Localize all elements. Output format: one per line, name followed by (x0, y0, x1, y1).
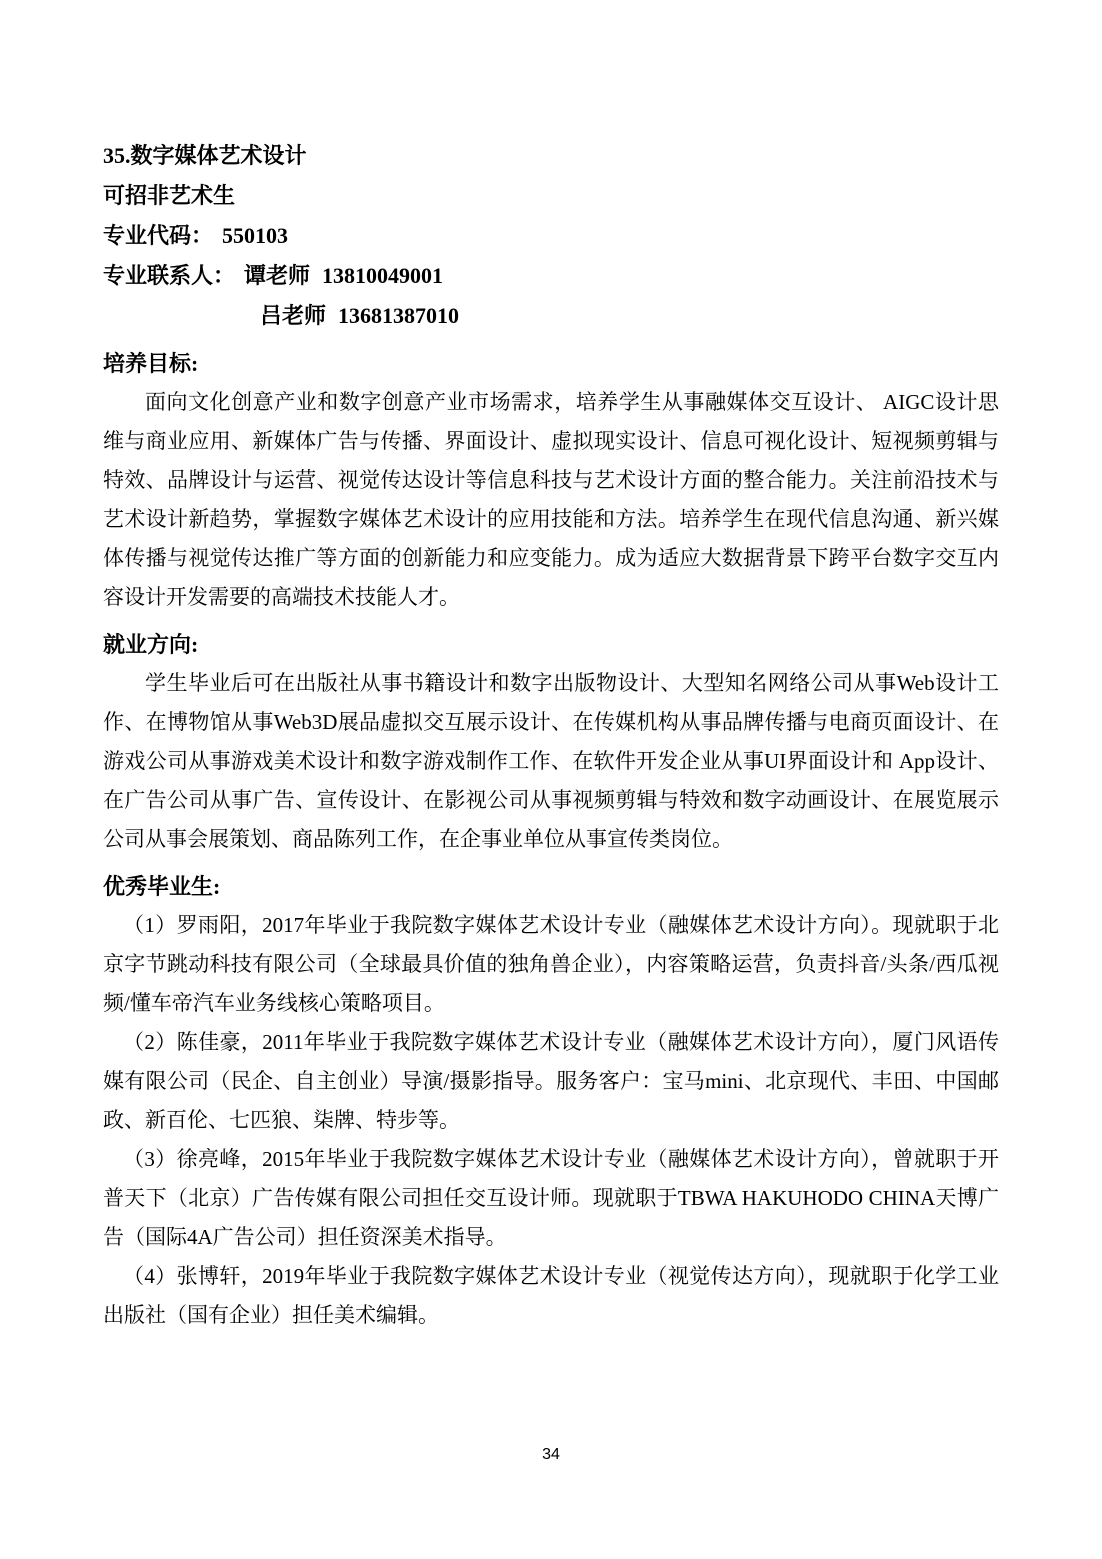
major-code-value: 550103 (222, 223, 289, 248)
section-heading-outstanding-graduates: 优秀毕业生: (103, 874, 221, 899)
graduate-item: （4）张博轩，2019年毕业于我院数字媒体艺术设计专业（视觉传达方向），现就职于化学工业出版社（国有企业）担任美术编辑。 (103, 1264, 999, 1327)
contact-line-2 (103, 296, 999, 336)
major-title: 35.数字媒体艺术设计 (103, 143, 307, 168)
page-number: 34 (542, 1446, 560, 1463)
section-heading-career-direction: 就业方向: (103, 632, 199, 657)
section-heading-training-goal: 培养目标: (103, 351, 199, 376)
contact-1-name: 谭老师 (244, 263, 311, 288)
graduate-item: （2）陈佳豪，2011年毕业于我院数字媒体艺术设计专业（融媒体艺术设计方向），厦门风语传媒有限公司（民企、自主创业）导演/摄影指导。服务客户：宝马mini、北京现代、丰田、中国邮政、新百伦、七匹狼、柒牌、特步等。 (103, 1030, 999, 1132)
graduate-item: （1）罗雨阳，2017年毕业于我院数字媒体艺术设计专业（融媒体艺术设计方向）。现就职于北京字节跳动科技有限公司（全球最具价值的独角兽企业），内容策略运营，负责抖音/头条/西瓜视频/懂车帝汽车业务线核心策略项目。 (103, 913, 999, 1015)
section-career-direction (103, 625, 999, 859)
contact-2-name: 吕老师 (260, 303, 327, 328)
contact-line-1 (103, 256, 999, 296)
section-training-goal (103, 344, 999, 617)
admission-note: 可招非艺术生 (103, 183, 236, 208)
major-code-label: 专业代码： (103, 223, 214, 248)
contact-2-phone: 13681387010 (338, 303, 460, 328)
contact-1-phone: 13810049001 (322, 263, 444, 288)
contact-label: 专业联系人： (103, 263, 236, 288)
paragraph: 学生毕业后可在出版社从事书籍设计和数字出版物设计、大型知名网络公司从事Web设计工作、在博物馆从事Web3D展品虚拟交互展示设计、在传媒机构从事品牌传播与电商页面设计、在游戏公司从事游戏美术设计和数字游戏制作工作、在软件开发企业从事UI界面设计和 App设计、在广告公司从事广告、宣传设计、在影视公司从事视频剪辑与特效和数字动画设计、在展览展示公司从事会展策划、商品陈列工作，在企事业单位从事宣传类岗位。 (103, 671, 999, 851)
section-outstanding-graduates (103, 867, 999, 1335)
major-code-line (103, 216, 999, 256)
document-content (103, 136, 999, 1335)
graduate-item: （3）徐亮峰，2015年毕业于我院数字媒体艺术设计专业（融媒体艺术设计方向），曾就职于开普天下（北京）广告传媒有限公司担任交互设计师。现就职于TBWA HAKUHODO CHINA天博广告（国际4A广告公司）担任资深美术指导。 (103, 1147, 999, 1249)
paragraph: 面向文化创意产业和数字创意产业市场需求，培养学生从事融媒体交互设计、 AIGC设计思维与商业应用、新媒体广告与传播、界面设计、虚拟现实设计、信息可视化设计、短视频剪辑与特效、品牌设计与运营、视觉传达设计等信息科技与艺术设计方面的整合能力。关注前沿技术与艺术设计新趋势，掌握数字媒体艺术设计的应用技能和方法。培养学生在现代信息沟通、新兴媒体传播与视觉传达推广等方面的创新能力和应变能力。成为适应大数据背景下跨平台数字交互内容设计开发需要的高端技术技能人才。 (103, 390, 999, 609)
